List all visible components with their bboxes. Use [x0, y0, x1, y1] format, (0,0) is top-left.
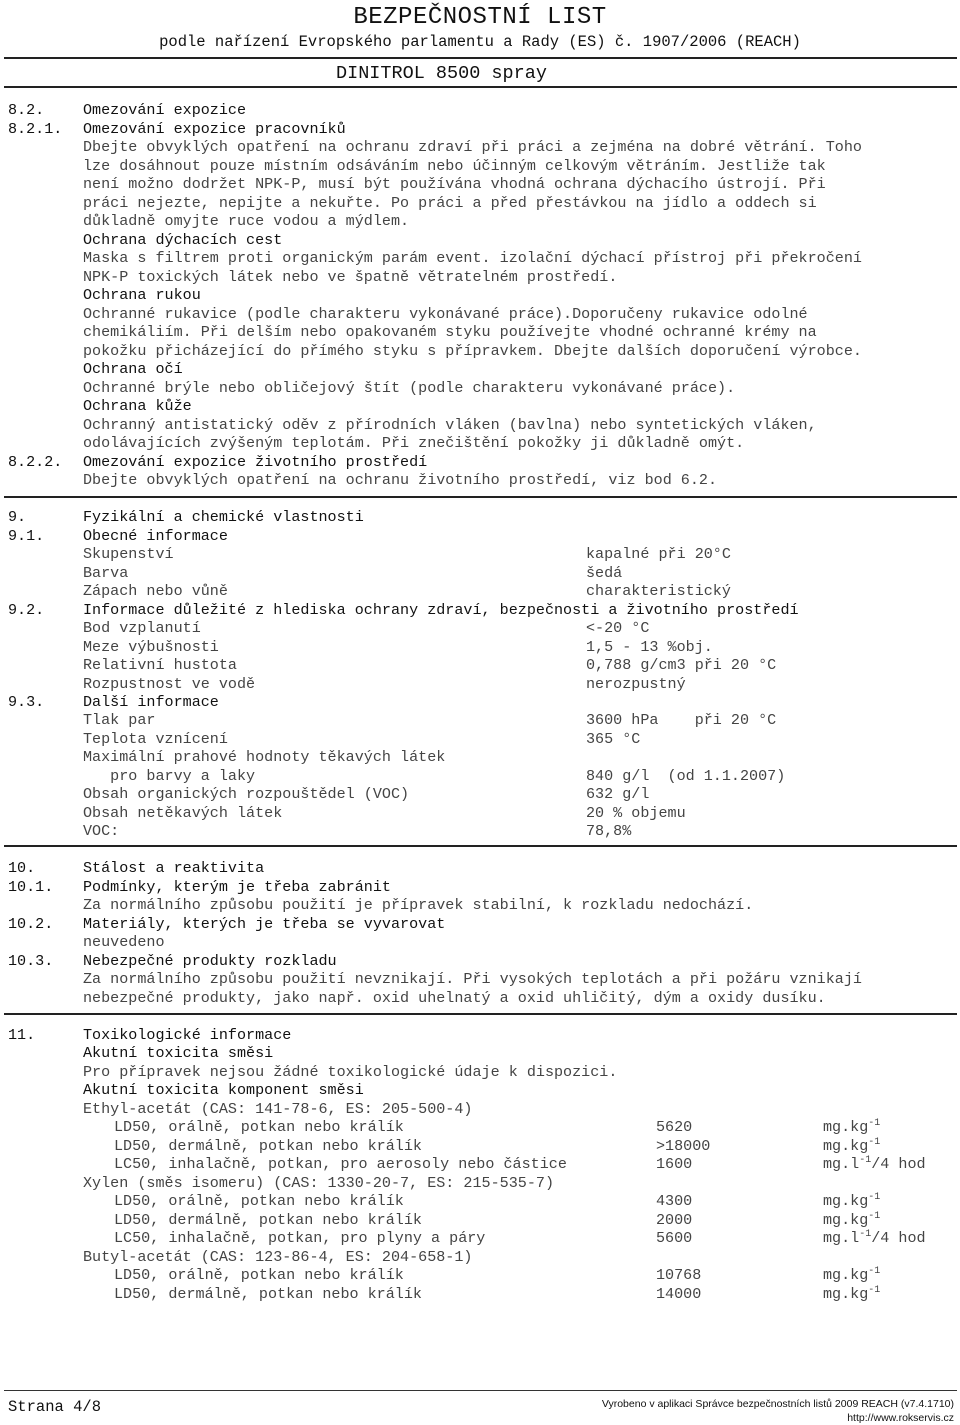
section-heading: Podmínky, kterým je třeba zabránit	[83, 878, 391, 896]
property-value: 840 g/l (od 1.1.2007)	[586, 767, 786, 785]
section-number: 11.	[8, 1026, 36, 1044]
section-number: 9.	[8, 508, 27, 526]
property-label: pro barvy a laky	[83, 767, 256, 785]
header-rule-bottom	[4, 86, 957, 88]
tox-unit: $mg.l^{-1}/4$ hod	[823, 1155, 926, 1173]
tox-test: LD50, orálně, potkan nebo králík	[114, 1266, 404, 1284]
producer-link[interactable]: http://www.rokservis.cz	[847, 1412, 954, 1424]
tox-value: 10768	[656, 1266, 702, 1284]
paragraph-line: Ochranné brýle nebo obličejový štít (podle charakteru vykonávané práce).	[83, 379, 736, 397]
tox-unit: $mg.kg^{-1}$	[823, 1118, 881, 1136]
property-value: šedá	[586, 564, 623, 582]
property-label: Obsah organických rozpouštědel (VOC)	[83, 785, 410, 803]
tox-unit: $mg.kg^{-1}$	[823, 1137, 881, 1155]
section-heading: Nebezpečné produkty rozkladu	[83, 952, 337, 970]
footer-rule	[4, 1390, 957, 1391]
page-number: Strana 4/8	[8, 1398, 102, 1416]
paragraph-line: není možno dodržet NPK-P, musí být používána vhodná ochrana dýchacího ústrojí. Při	[83, 175, 826, 193]
section-number: 9.2.	[8, 601, 45, 619]
section-heading: Omezování expozice pracovníků	[83, 120, 346, 138]
component-name: Butyl-acetát (CAS: 123-86-4, ES: 204-658-1)	[83, 1248, 473, 1266]
property-value: 365 °C	[586, 730, 641, 748]
property-value: 1,5 - 13 %obj.	[586, 638, 713, 656]
subheading-eyes: Ochrana očí	[83, 360, 183, 378]
tox-test: LD50, dermálně, potkan nebo králík	[114, 1137, 422, 1155]
tox-value: >18000	[656, 1137, 711, 1155]
property-value: <-20 °C	[586, 619, 650, 637]
paragraph-line: pokožku přicházející do přímého styku s přípravkem. Dbejte dalších doporučení výrobce.	[83, 342, 862, 360]
property-value: 632 g/l	[586, 785, 650, 803]
header-rule-top	[4, 57, 957, 59]
paragraph-line: práci nejezte, nepijte a nekuřte. Po práci a před přestávkou na jídlo a oddech si	[83, 194, 817, 212]
section-number: 8.2.	[8, 101, 45, 119]
property-label: Tlak par	[83, 711, 156, 729]
paragraph-line: odolávajících zvýšeným teplotám. Při znečištění pokožky ji důkladně omýt.	[83, 434, 745, 452]
tox-value: 14000	[656, 1285, 702, 1303]
tox-test: LD50, dermálně, potkan nebo králík	[114, 1285, 422, 1303]
tox-value: 4300	[656, 1192, 693, 1210]
section-heading: Obecné informace	[83, 527, 228, 545]
component-name: Ethyl-acetát (CAS: 141-78-6, ES: 205-500-4)	[83, 1100, 473, 1118]
property-value: kapalné při 20°C	[586, 545, 731, 563]
property-value: 0,788 g/cm3 při 20 °C	[586, 656, 777, 674]
property-label: Rozpustnost ve vodě	[83, 675, 256, 693]
tox-unit: $mg.l^{-1}/4$ hod	[823, 1229, 926, 1247]
subheading-skin: Ochrana kůže	[83, 397, 192, 415]
component-name: Xylen (směs isomeru) (CAS: 1330-20-7, ES: 215-535-7)	[83, 1174, 555, 1192]
tox-unit: $mg.kg^{-1}$	[823, 1266, 881, 1284]
section-heading: Omezování expozice životního prostředí	[83, 453, 428, 471]
tox-test: LC50, inhalačně, potkan, pro aerosoly nebo částice	[114, 1155, 567, 1173]
paragraph-line: Dbejte obvyklých opatření na ochranu životního prostředí, viz bod 6.2.	[83, 471, 718, 489]
paragraph-line: Ochranné rukavice (podle charakteru vykonávané práce).Doporučeny rukavice odolné	[83, 305, 808, 323]
paragraph-line: Za normálního způsobu použití nevznikají. Při vysokých teplotách a při požáru vznikají	[83, 970, 862, 988]
tox-value: 5600	[656, 1229, 693, 1247]
paragraph-line: lze dosáhnout pouze místním odsáváním nebo účinným celkovým větráním. Jestliže tak	[83, 157, 826, 175]
paragraph-line: Za normálního způsobu použití je přípravek stabilní, k rozkladu nedochází.	[83, 896, 754, 914]
subheading: Akutní toxicita směsi	[83, 1044, 274, 1062]
paragraph-line: Maska s filtrem proti organickým parám event. izolační dýchací přístroj při překročení	[83, 249, 862, 267]
producer-text: Vyrobeno v aplikaci Správce bezpečnostních listů 2009 REACH (v7.4.1710)	[601, 1398, 954, 1410]
footer-producer	[602, 1397, 954, 1425]
paragraph-line: nebezpečné produkty, jako např. oxid uhelnatý a oxid uhličitý, dým a oxidy dusíku.	[83, 989, 826, 1007]
section-heading: Informace důležité z hlediska ochrany zdraví, bezpečnosti a životního prostředí	[83, 601, 799, 619]
section-number: 9.1.	[8, 527, 45, 545]
section-heading: Další informace	[83, 693, 219, 711]
section-divider	[4, 1013, 957, 1015]
subheading: Akutní toxicita komponent směsi	[83, 1081, 364, 1099]
paragraph-line: důkladně omyjte ruce vodou a mýdlem.	[83, 212, 410, 230]
product-name: DINITROL 8500 spray	[336, 63, 547, 84]
property-label: Barva	[83, 564, 129, 582]
section-heading: Toxikologické informace	[83, 1026, 292, 1044]
section-number: 10.	[8, 859, 36, 877]
section-number: 8.2.2.	[8, 453, 63, 471]
paragraph-line: NPK-P toxických látek nebo ve špatně větratelném prostředí.	[83, 268, 618, 286]
section-number: 9.3.	[8, 693, 45, 711]
section-heading: Omezování expozice	[83, 101, 247, 119]
paragraph-line: chemikáliím. Při delším nebo opakovaném styku používejte vhodné ochranné krémy na	[83, 323, 817, 341]
property-label: Meze výbušnosti	[83, 638, 219, 656]
property-value: charakteristický	[586, 582, 731, 600]
property-label: Obsah netěkavých látek	[83, 804, 283, 822]
tox-unit: $mg.kg^{-1}$	[823, 1285, 881, 1303]
section-number: 8.2.1.	[8, 120, 63, 138]
tox-test: LD50, orálně, potkan nebo králík	[114, 1192, 404, 1210]
tox-unit: $mg.kg^{-1}$	[823, 1192, 881, 1210]
property-value: nerozpustný	[586, 675, 686, 693]
property-value: 3600 hPa při 20 °C	[586, 711, 777, 729]
section-number: 10.2.	[8, 915, 54, 933]
tox-value: 2000	[656, 1211, 693, 1229]
tox-value: 5620	[656, 1118, 693, 1136]
section-heading: Stálost a reaktivita	[83, 859, 265, 877]
subheading-respiratory: Ochrana dýchacích cest	[83, 231, 283, 249]
property-label: Teplota vznícení	[83, 730, 228, 748]
section-number: 10.1.	[8, 878, 54, 896]
property-label: Bod vzplanutí	[83, 619, 201, 637]
section-divider	[4, 496, 957, 498]
property-label: Skupenství	[83, 545, 174, 563]
paragraph-line: Pro přípravek nejsou žádné toxikologické údaje k dispozici.	[83, 1063, 618, 1081]
property-label: Maximální prahové hodnoty těkavých látek	[83, 748, 446, 766]
property-label: Zápach nebo vůně	[83, 582, 228, 600]
property-label: VOC:	[83, 822, 120, 840]
tox-test: LD50, orálně, potkan nebo králík	[114, 1118, 404, 1136]
section-number: 10.3.	[8, 952, 54, 970]
paragraph-line: Dbejte obvyklých opatření na ochranu zdraví při práci a zejména na dobré větrání. Toho	[83, 138, 862, 156]
tox-test: LD50, dermálně, potkan nebo králík	[114, 1211, 422, 1229]
tox-test: LC50, inhalačně, potkan, pro plyny a páry	[114, 1229, 486, 1247]
section-heading: Materiály, kterých je třeba se vyvarovat	[83, 915, 446, 933]
property-value: 78,8%	[586, 822, 632, 840]
subheading-hands: Ochrana rukou	[83, 286, 201, 304]
tox-unit: $mg.kg^{-1}$	[823, 1211, 881, 1229]
paragraph-line: neuvedeno	[83, 933, 165, 951]
section-heading: Fyzikální a chemické vlastnosti	[83, 508, 364, 526]
tox-value: 1600	[656, 1155, 693, 1173]
document-subtitle: podle nařízení Evropského parlamentu a Rady (ES) č. 1907/2006 (REACH)	[159, 33, 801, 51]
section-divider	[4, 845, 957, 847]
property-label: Relativní hustota	[83, 656, 237, 674]
paragraph-line: Ochranný antistatický oděv z přírodních vláken (bavlna) nebo syntetických vláken,	[83, 416, 817, 434]
property-value: 20 % objemu	[586, 804, 686, 822]
document-title: BEZPEČNOSTNÍ LIST	[353, 4, 607, 31]
